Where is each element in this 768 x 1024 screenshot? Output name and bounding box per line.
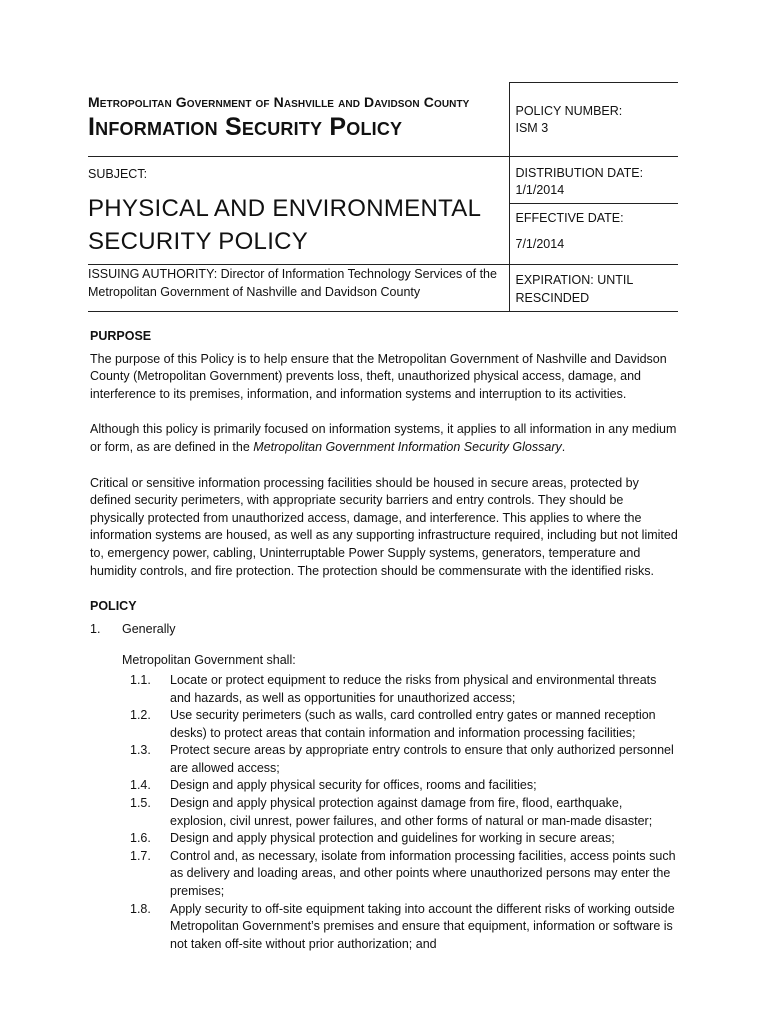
purpose-paragraph-2-text: Although this policy is primarily focused on information systems, it applies to all information in any medium or form, as are defined in the — [90, 422, 677, 454]
policy-item-1 — [90, 621, 680, 639]
list-item-number: 1.4. — [130, 778, 151, 793]
list-item-number: 1.7. — [130, 848, 151, 863]
list-item-number: 1.3. — [130, 743, 151, 758]
header-title-cell — [88, 83, 509, 157]
list-item-text: Apply security to off-site equipment taking into account the different risks of working outside Metropolitan Government’s premises and ensure that equipment, information or software is not taken off-site without prior authorization; and — [170, 901, 675, 951]
effective-date-label: EFFECTIVE DATE: — [515, 211, 624, 225]
list-item — [122, 848, 680, 901]
list-item-number: 1.2. — [130, 708, 151, 723]
subject-label: SUBJECT: — [88, 167, 148, 181]
list-item — [122, 707, 680, 742]
subject-cell — [88, 157, 509, 265]
org-name: Metropolitan Government of Nashville and Davidson County — [88, 93, 470, 110]
list-item-text: Protect secure areas by appropriate entry controls to ensure that only authorized personnel are allowed access; — [170, 743, 674, 775]
policy-body — [90, 328, 680, 953]
purpose-paragraph-2 — [90, 421, 680, 456]
list-item — [122, 795, 680, 830]
subject-title-line2: SECURITY POLICY — [88, 228, 309, 255]
list-item-text: Use security perimeters (such as walls, card controlled entry gates or manned reception desks) to protect areas that contain information and information processing facilities; — [170, 708, 656, 740]
policy-number-cell — [509, 83, 678, 157]
policy-item-1-title: Generally — [122, 621, 176, 636]
list-item — [122, 830, 680, 848]
policy-item-1-number: 1. — [90, 621, 101, 636]
subject-title — [88, 192, 509, 258]
issuing-authority: ISSUING AUTHORITY: Director of Information Technology Services of the Metropolitan Government of Nashville and Davidson County — [88, 265, 509, 312]
list-item-text: Design and apply physical protection against damage from fire, flood, earthquake, explosion, civil unrest, power failures, and other forms of natural or man-made disaster; — [170, 796, 653, 828]
list-item-text: Design and apply physical security for offices, rooms and facilities; — [170, 778, 537, 793]
purpose-paragraph-3: Critical or sensitive information processing facilities should be housed in secure areas, protected by defined security perimeters, with appropriate security barriers and entry controls. They should be physically protected from unauthorized access, damage, and interference. This applies to where the information systems are housed, as well as any supporting infrastructure required, including but not limited to, emergency power, cabling, Uninterruptable Power Supply systems, generators, temperature and humidity controls, and fire protection. The protection should be commensurate with the identified risks. — [90, 475, 678, 578]
list-item-text: Control and, as necessary, isolate from information processing facilities, access points such as delivery and loading areas, and other points where unauthorized persons may enter the premises; — [170, 848, 676, 899]
policy-number-value: ISM 3 — [515, 121, 549, 135]
distribution-date-cell — [509, 157, 678, 204]
purpose-paragraph-2-end: . — [561, 439, 566, 454]
list-item-number: 1.6. — [130, 831, 151, 846]
policy-number-label: POLICY NUMBER: — [515, 104, 623, 118]
effective-date-value: 7/1/2014 — [515, 237, 565, 251]
purpose-heading: PURPOSE — [90, 329, 152, 343]
expiration-label: EXPIRATION: UNTIL RESCINDED — [515, 273, 633, 305]
list-item — [122, 901, 680, 954]
list-item-text: Locate or protect equipment to reduce the risks from physical and environmental threats and hazards, as well as opportunities for unauthorized access; — [170, 672, 657, 705]
distribution-date-value: 1/1/2014 — [515, 183, 565, 197]
policy-header-table — [88, 82, 678, 312]
list-item-number: 1.1. — [130, 672, 151, 687]
list-item-number: 1.5. — [130, 796, 151, 811]
subject-title-line1: PHYSICAL AND ENVIRONMENTAL — [88, 195, 482, 222]
list-item — [122, 742, 680, 777]
policy-sublist — [122, 672, 680, 954]
list-item — [122, 672, 680, 707]
distribution-date-label: DISTRIBUTION DATE: — [515, 166, 644, 180]
purpose-paragraph-1: The purpose of this Policy is to help ensure that the Metropolitan Government of Nashville and Davidson County (Metropolitan Government) prevents loss, theft, unauthorized physical access, damage, and interference to its premises, information, and information systems and interruption to its activities. — [90, 351, 667, 401]
policy-type-title: Information Security Policy — [88, 112, 403, 141]
list-item-number: 1.8. — [130, 901, 151, 916]
glossary-reference: Metropolitan Government Information Security Glossary — [253, 439, 562, 454]
effective-date-cell — [509, 204, 678, 265]
expiration-cell — [509, 265, 678, 312]
list-item — [122, 777, 680, 795]
list-item-text: Design and apply physical protection and guidelines for working in secure areas; — [170, 831, 615, 846]
policy-heading: POLICY — [90, 599, 137, 614]
policy-intro: Metropolitan Government shall: — [122, 653, 296, 668]
